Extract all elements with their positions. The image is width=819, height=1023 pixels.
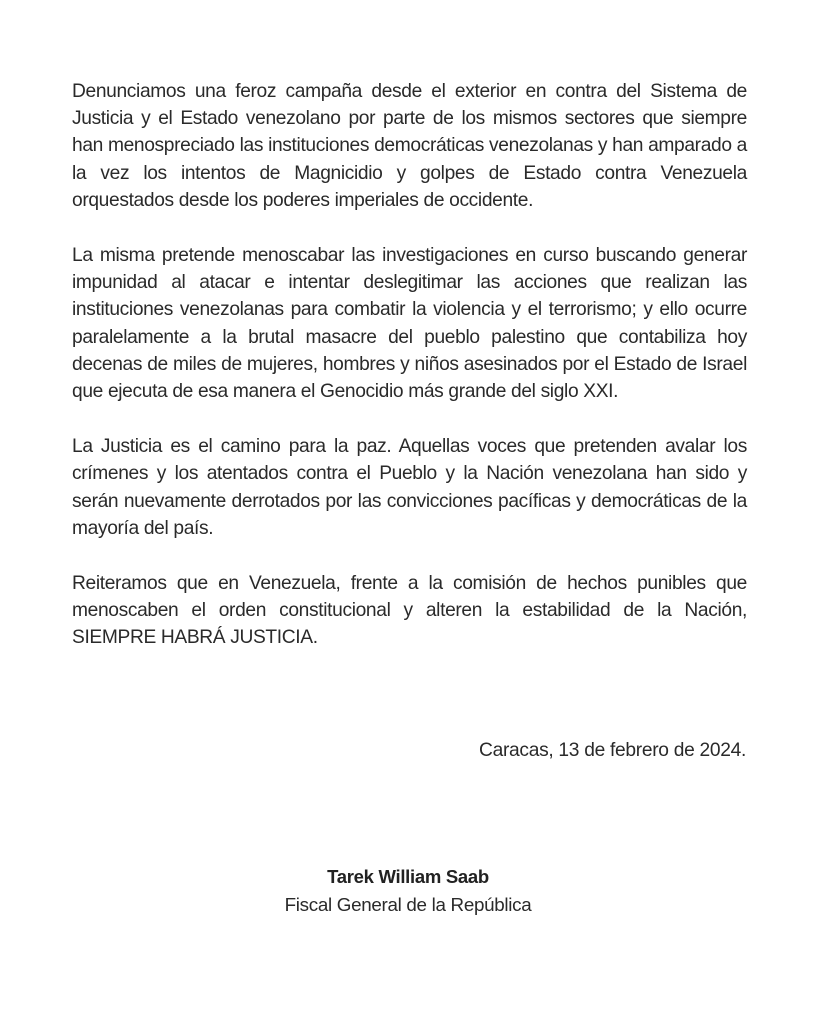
paragraph-2: La misma pretende menoscabar las investigaciones en curso buscando generar impunidad al atacar e intentar deslegitimar las acciones que realizan las instituciones venezolanas para combatir la violencia y el terrorismo; y ello ocurre paralelamente a la brutal masacre del pueblo palestino que contabiliza hoy decenas de miles de mujeres, hombres y niños asesinados por el Estado de Israel que ejecuta de esa manera el Genocidio más grande del siglo XXI. [72,245,747,403]
date-line: Caracas, 13 de febrero de 2024. [479,740,746,761]
paragraph-1: Denunciamos una feroz campaña desde el exterior en contra del Sistema de Justicia y el Estado venezolano por parte de los mismos sectores que siempre han menospreciado las instituciones democráticas venezolanas y han amparado a la vez los intentos de Magnicidio y golpes de Estado contra Venezuela orquestados desde los poderes imperiales de occidente. [72,81,747,211]
signature-block [258,863,558,919]
paragraph-3: La Justicia es el camino para la paz. Aquellas voces que pretenden avalar los crímenes y los atentados contra el Pueblo y la Nación venezolana han sido y serán nuevamente derrotados por las convicciones pacíficas y democráticas de la mayoría del país. [72,436,747,539]
statement-body [72,78,747,680]
signatory-name: Tarek William Saab [327,866,489,887]
paragraph-4: Reiteramos que en Venezuela, frente a la comisión de hechos punibles que menoscaben el orden constitucional y alteren la estabilidad de la Nación, SIEMPRE HABRÁ JUSTICIA. [72,573,747,649]
signatory-title: Fiscal General de la República [284,894,532,915]
